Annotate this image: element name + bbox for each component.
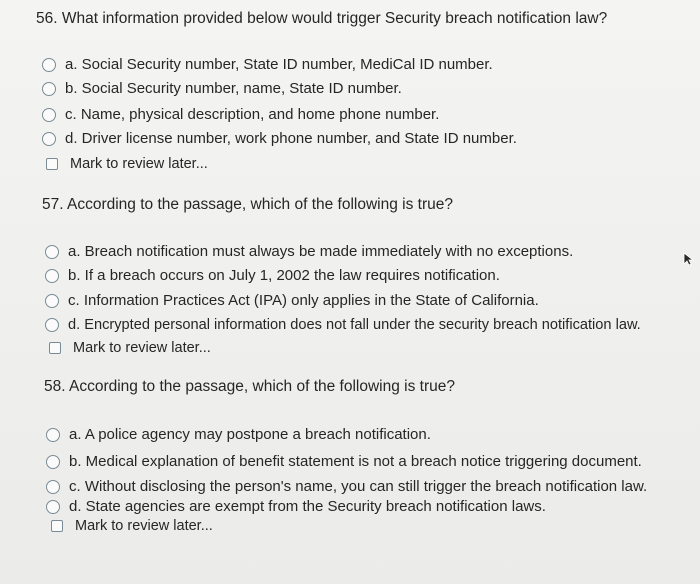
option-label: d. Encrypted personal information does not fall under the security breach notification law. <box>68 317 641 333</box>
option-label: a. Social Security number, State ID number, MediCal ID number. <box>65 56 493 73</box>
radio-button[interactable] <box>45 269 59 283</box>
radio-button[interactable] <box>45 245 59 259</box>
radio-button[interactable] <box>45 318 59 332</box>
radio-button[interactable] <box>42 108 56 122</box>
option-label: d. State agencies are exempt from the Security breach notification laws. <box>69 498 546 515</box>
mark-review-checkbox[interactable] <box>51 518 213 534</box>
checkbox[interactable] <box>51 520 63 532</box>
review-label: Mark to review later... <box>70 156 208 172</box>
mark-review-checkbox[interactable] <box>46 156 208 172</box>
option-label: b. Social Security number, name, State ID number. <box>65 80 402 97</box>
mouse-pointer-icon <box>683 252 695 266</box>
option-label: c. Name, physical description, and home phone number. <box>65 106 440 123</box>
radio-button[interactable] <box>42 58 56 72</box>
answer-option-b[interactable] <box>42 80 402 97</box>
answer-option-a[interactable] <box>45 243 573 260</box>
radio-button[interactable] <box>42 82 56 96</box>
question-title: 57. According to the passage, which of the following is true? <box>42 196 453 213</box>
answer-option-c[interactable] <box>45 292 539 309</box>
review-label: Mark to review later... <box>73 340 211 356</box>
option-label: b. If a breach occurs on July 1, 2002 the law requires notification. <box>68 267 500 284</box>
option-label: c. Information Practices Act (IPA) only applies in the State of California. <box>68 292 539 309</box>
option-label: c. Without disclosing the person's name, you can still trigger the breach notification law. <box>69 478 648 495</box>
radio-button[interactable] <box>46 480 60 494</box>
answer-option-a[interactable] <box>46 426 431 443</box>
answer-option-d[interactable] <box>42 130 517 147</box>
checkbox[interactable] <box>46 158 58 170</box>
radio-button[interactable] <box>46 455 60 469</box>
answer-option-d[interactable] <box>45 317 641 333</box>
answer-option-b[interactable] <box>46 453 642 470</box>
checkbox[interactable] <box>49 342 61 354</box>
option-label: a. Breach notification must always be made immediately with no exceptions. <box>68 243 574 260</box>
review-label: Mark to review later... <box>75 518 213 534</box>
mark-review-checkbox[interactable] <box>49 340 211 356</box>
question-title: 58. According to the passage, which of the following is true? <box>44 378 455 395</box>
option-label: b. Medical explanation of benefit statement is not a breach notice triggering document. <box>69 453 642 470</box>
radio-button[interactable] <box>46 500 60 514</box>
question-title: 56. What information provided below would trigger Security breach notification law? <box>36 10 608 27</box>
answer-option-c[interactable] <box>42 106 439 123</box>
radio-button[interactable] <box>45 294 59 308</box>
option-label: d. Driver license number, work phone number, and State ID number. <box>65 130 517 147</box>
radio-button[interactable] <box>46 428 60 442</box>
answer-option-b[interactable] <box>45 267 500 284</box>
option-label: a. A police agency may postpone a breach notification. <box>69 426 431 443</box>
answer-option-c[interactable] <box>46 478 647 495</box>
answer-option-d[interactable] <box>46 498 546 515</box>
answer-option-a[interactable] <box>42 56 493 73</box>
radio-button[interactable] <box>42 132 56 146</box>
